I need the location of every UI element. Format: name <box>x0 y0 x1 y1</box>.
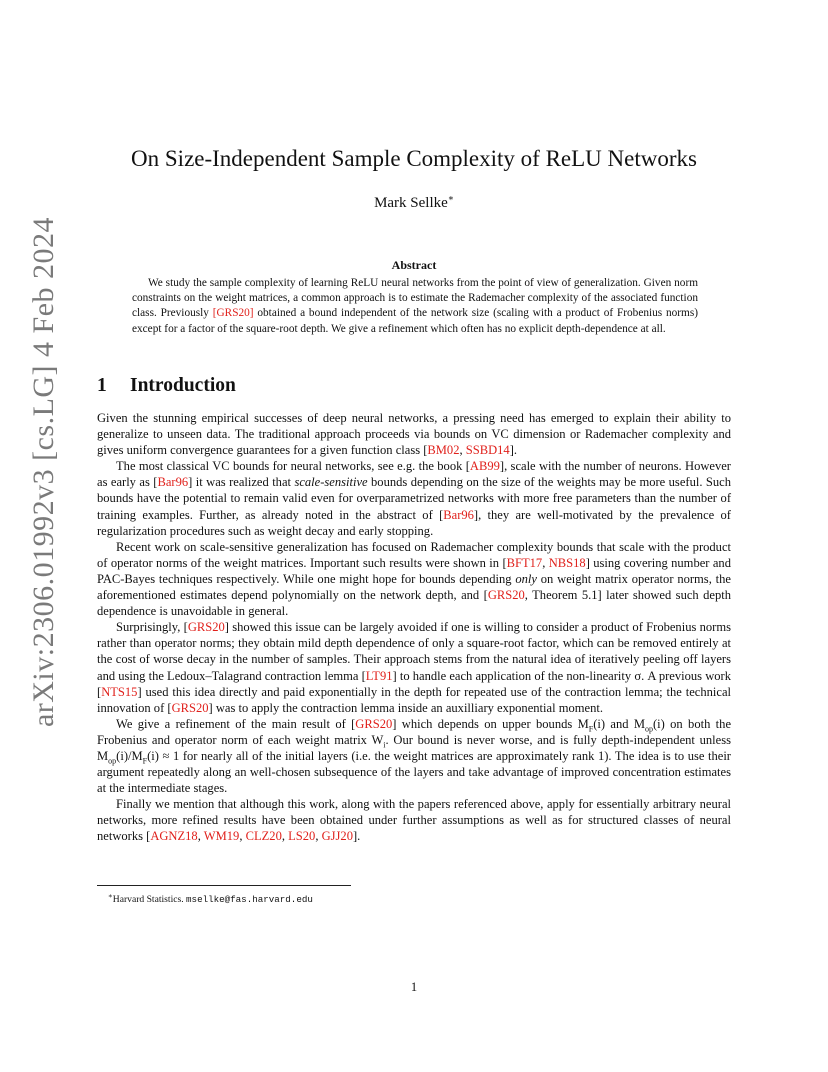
author-name: Mark Sellke <box>374 195 448 211</box>
paragraph-1: Given the stunning empirical successes of deep neural networks, a pressing need has emerged to explain their ability to generalize to unseen data. The traditional approach proceeds via bounds on VC dimension or Rademacher complexity and gives uniform convergence guarantees for a given function class [BM02, SSBD14]. <box>97 411 731 458</box>
footnote-divider <box>97 885 351 886</box>
citation-link[interactable]: GRS20 <box>487 588 525 603</box>
citation-link[interactable]: AGNZ18 <box>150 829 198 844</box>
citation-link[interactable]: GRS20 <box>355 716 393 731</box>
footnote: ∗Harvard Statistics. msellke@fas.harvard.edu <box>108 892 313 906</box>
introduction-body <box>97 410 731 845</box>
abstract-heading: Abstract <box>391 258 437 272</box>
citation-link[interactable]: LT91 <box>365 668 393 683</box>
paper-title: On Size-Independent Sample Complexity of ReLU Networks <box>131 146 697 171</box>
citation-link[interactable]: LS20 <box>288 829 316 844</box>
author-footnote-mark: ∗ <box>447 193 454 203</box>
citation-link[interactable]: GRS20 <box>171 700 209 715</box>
citation-link[interactable]: SSBD14 <box>465 443 510 458</box>
citation-link[interactable]: BFT17 <box>506 555 543 570</box>
page-number: 1 <box>410 980 418 994</box>
emphasis-text: scale-sensitive <box>294 475 368 490</box>
citation-link[interactable]: Bar96 <box>157 475 189 490</box>
citation-link[interactable]: NBS18 <box>548 555 586 570</box>
citation-link[interactable]: BM02 <box>427 443 460 458</box>
arxiv-identifier: arXiv:2306.01992v3 [cs.LG] 4 Feb 2024 <box>27 216 60 728</box>
email-link[interactable]: msellke@fas.harvard.edu <box>186 894 313 906</box>
paragraph-4: Surprisingly, [GRS20] showed this issue can be largely avoided if one is willing to consider a product of Frobenius norms rather than operator norms; they obtain mild depth dependence of only a square-root factor, which can be removed entirely at the cost of worse decay in the number of samples. Their approach stems from the natural idea of iteratively peeling off layers and using the Ledoux–Talagrand contraction lemma [LT91] to handle each application of the non-linearity σ. A previous work [NTS15] used this idea directly and paid exponentially in the depth for repeated use of the contraction lemma; the technical innovation of [GRS20] was to apply the contraction lemma inside an auxilliary exponential moment. <box>97 620 731 715</box>
citation-link[interactable]: AB99 <box>469 459 500 474</box>
citation-link[interactable]: GRS20 <box>187 620 225 635</box>
section-number: 1 <box>97 375 107 396</box>
paragraph-3: Recent work on scale-sensitive generalization has focused on Rademacher complexity bounds that scale with the product of operator norms of the weight matrices. Important such results were shown in [BFT17, NBS18] using covering number and PAC-Bayes techniques respectively. While one might hope for bounds depending only on weight matrix operator norms, the aforementioned estimates depend polynomially on the network depth, and [GRS20, Theorem 5.1] later showed such depth dependence is unavoidable in general. <box>97 539 731 619</box>
paragraph-5: We give a refinement of the main result of [GRS20] which depends on upper bounds $M_F(i)$ and $M_{op}(i)$ on both the Frobenius and operator norm of each weight matrix $W_i$. Our bound is never worse, and is fully depth-independent unless $M_{op}(i)/M_F(i) \approx 1$ for nearly all of the initial layers (i.e. the weight matrices are approximately rank 1). The idea is to use their argument repeatedly along an well-chosen subsequence of the layers and take advantage of improved concentration estimates at the intermediate stages. <box>97 716 732 796</box>
emphasis-text: only <box>515 571 537 586</box>
section-heading <box>97 375 236 397</box>
citation-link[interactable]: NTS15 <box>101 684 138 699</box>
paragraph-2: The most classical VC bounds for neural networks, see e.g. the book [AB99], scale with the number of neurons. However as early as [Bar96] it was realized that scale-sensitive bounds depending on the size of the weights may be more useful. Such bounds have the potential to remain valid even for overparametrized networks with more free parameters than the number of training examples. Further, as already noted in the abstract of [Bar96], they are well-motivated by the prevalence of regularization procedures such as weight decay and early stopping. <box>97 459 731 538</box>
citation-link[interactable]: WM19 <box>203 829 240 844</box>
paragraph-6: Finally we mention that although this work, along with the papers referenced above, apply for essentially arbitrary neural networks, more refined results have been obtained under further assumptions as well as for structured classes of neural networks [AGNZ18, WM19, CLZ20, LS20, GJJ20]. <box>97 797 731 844</box>
section-title: Introduction <box>130 375 236 396</box>
abstract-text: We study the sample complexity of learning ReLU neural networks from the point of view of generalization. Given norm constraints on the weight matrices, a common approach is to estimate the Rademacher complexity of the associated function class. Previously [GRS20] obtained a bound independent of the network size (scaling with a product of Frobenius norms) except for a factor of the square-root depth. We give a refinement which often has no explicit depth-dependence at all. <box>132 277 698 335</box>
author-line <box>0 193 828 212</box>
citation-link[interactable]: [GRS20] <box>212 307 254 320</box>
citation-link[interactable]: CLZ20 <box>245 829 282 844</box>
citation-link[interactable]: Bar96 <box>443 507 474 522</box>
footnote-mark: ∗ <box>108 892 113 900</box>
citation-link[interactable]: GJJ20 <box>321 829 353 844</box>
